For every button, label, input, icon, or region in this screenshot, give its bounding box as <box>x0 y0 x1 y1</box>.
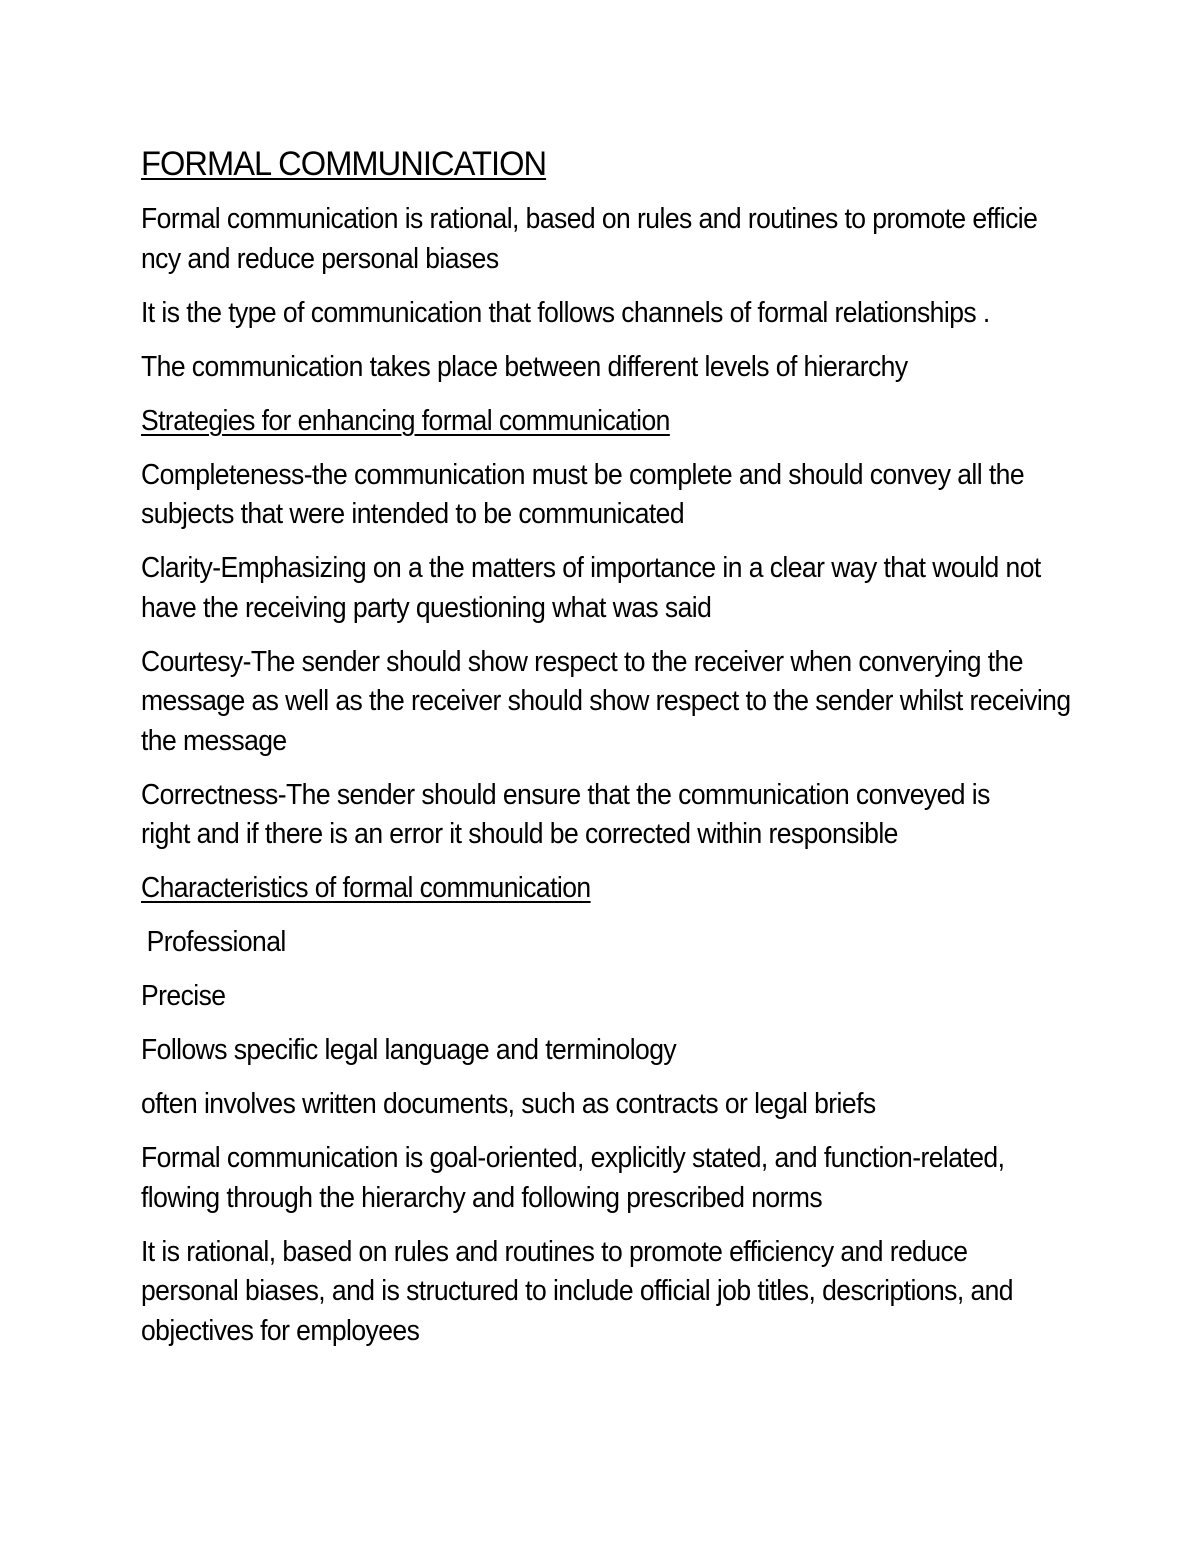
list-item-precise: Precise <box>141 980 226 1012</box>
heading-characteristics: Characteristics of formal communication <box>141 872 591 904</box>
paragraph-correctness: Correctness-The sender should ensure that the communication conveyed is right and if there is an error it should be corrected within responsible <box>141 778 990 850</box>
paragraph-hierarchy: The communication takes place between different levels of hierarchy <box>141 350 908 383</box>
heading-strategies: Strategies for enhancing formal communication <box>141 404 670 437</box>
list-item-written-documents: often involves written documents, such as contracts or legal briefs <box>141 1088 876 1120</box>
list-item-legal-language: Follows specific legal language and terminology <box>141 1034 677 1066</box>
paragraph-goal-oriented: Formal communication is goal-oriented, explicitly stated, and function-related, flowing through the hierarchy and following prescribed norms <box>141 1142 1005 1214</box>
paragraph-channels: It is the type of communication that follows channels of formal relationships . <box>141 296 990 329</box>
list-item-professional: Professional <box>146 926 286 958</box>
paragraph-formal-definition: Formal communication is rational, based on rules and routines to promote efficie ncy and reduce personal biases <box>141 203 1038 275</box>
document-page <box>141 142 1071 1366</box>
paragraph-clarity: Clarity-Emphasizing on a the matters of importance in a clear way that would not have the receiving party questioning what was said <box>141 552 1041 624</box>
paragraph-completeness: Completeness-the communication must be complete and should convey all the subjects that were intended to be communicated <box>141 458 1025 530</box>
document-title: FORMAL COMMUNICATION <box>141 145 547 183</box>
paragraph-courtesy: Courtesy-The sender should show respect to the receiver when converying the message as well as the receiver should show respect to the sender whilst receiving the message <box>141 645 1071 757</box>
paragraph-rational: It is rational, based on rules and routines to promote efficiency and reduce personal biases, and is structured to include official job titles, descriptions, and objectives for employees <box>141 1235 1013 1347</box>
